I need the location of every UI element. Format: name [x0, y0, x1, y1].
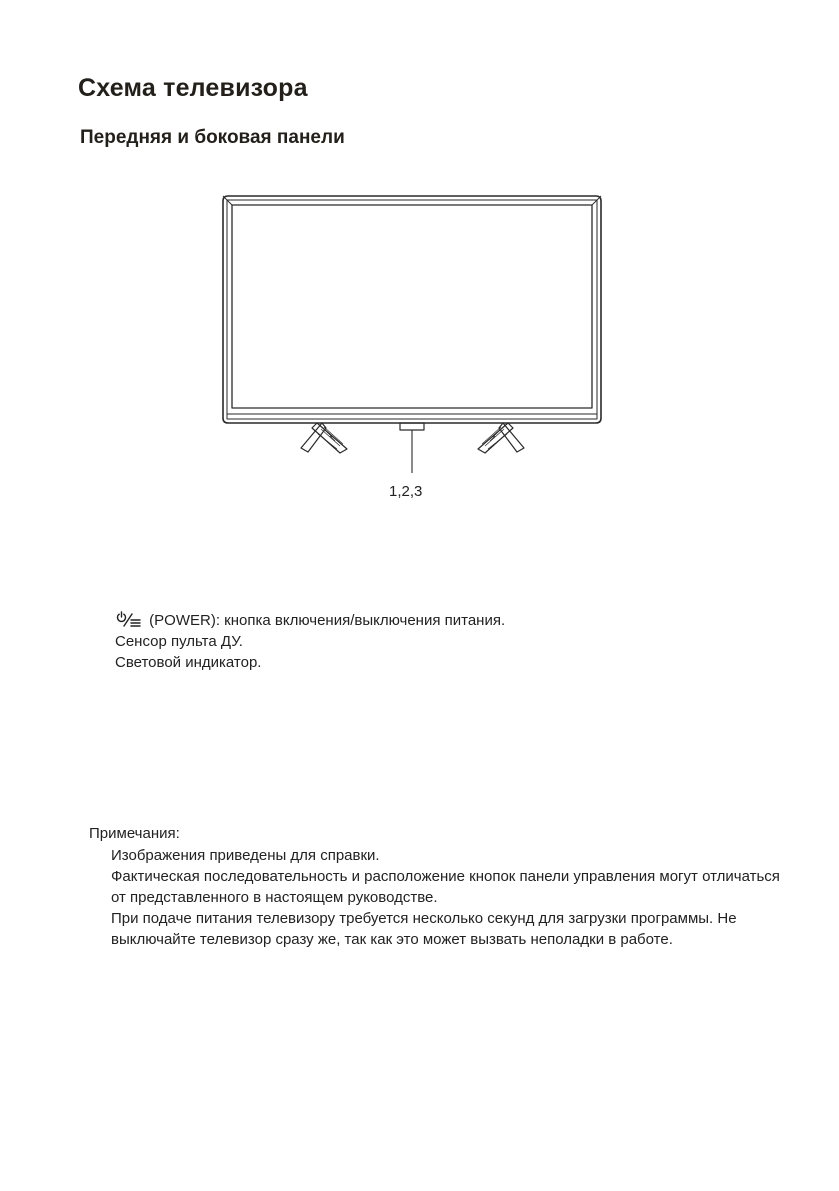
item-remote-sensor: Сенсор пульта ДУ. — [115, 633, 243, 650]
note-item: Изображения приведены для справки. — [111, 847, 380, 864]
page-title: Схема телевизора — [78, 74, 308, 102]
tv-outer-bezel — [223, 196, 601, 423]
tv-front-diagram — [0, 0, 839, 520]
item-text: (POWER): кнопка включения/выключения питания. — [149, 612, 506, 629]
notes-heading: Примечания: — [89, 825, 180, 842]
section-subtitle: Передняя и боковая панели — [80, 127, 345, 148]
item-list — [115, 610, 505, 673]
power-menu-icon — [115, 611, 145, 627]
tv-screen — [232, 205, 592, 408]
tv-inner-bevel — [227, 200, 597, 419]
item-power — [115, 610, 505, 631]
right-stand — [478, 423, 524, 453]
control-module — [400, 423, 424, 430]
item-indicator: Световой индикатор. — [115, 654, 262, 671]
left-stand — [301, 423, 347, 453]
note-item: Фактическая последовательность и расположение кнопок панели управления могут отличаться от представленного в настоящем руководстве. — [111, 868, 780, 906]
note-item: При подаче питания телевизору требуется несколько секунд для загрузки программы. Не выключайте телевизор сразу же, так как это может вызвать неполадки в работе. — [111, 910, 737, 948]
callout-label: 1,2,3 — [389, 483, 423, 500]
notes-section — [89, 823, 789, 950]
